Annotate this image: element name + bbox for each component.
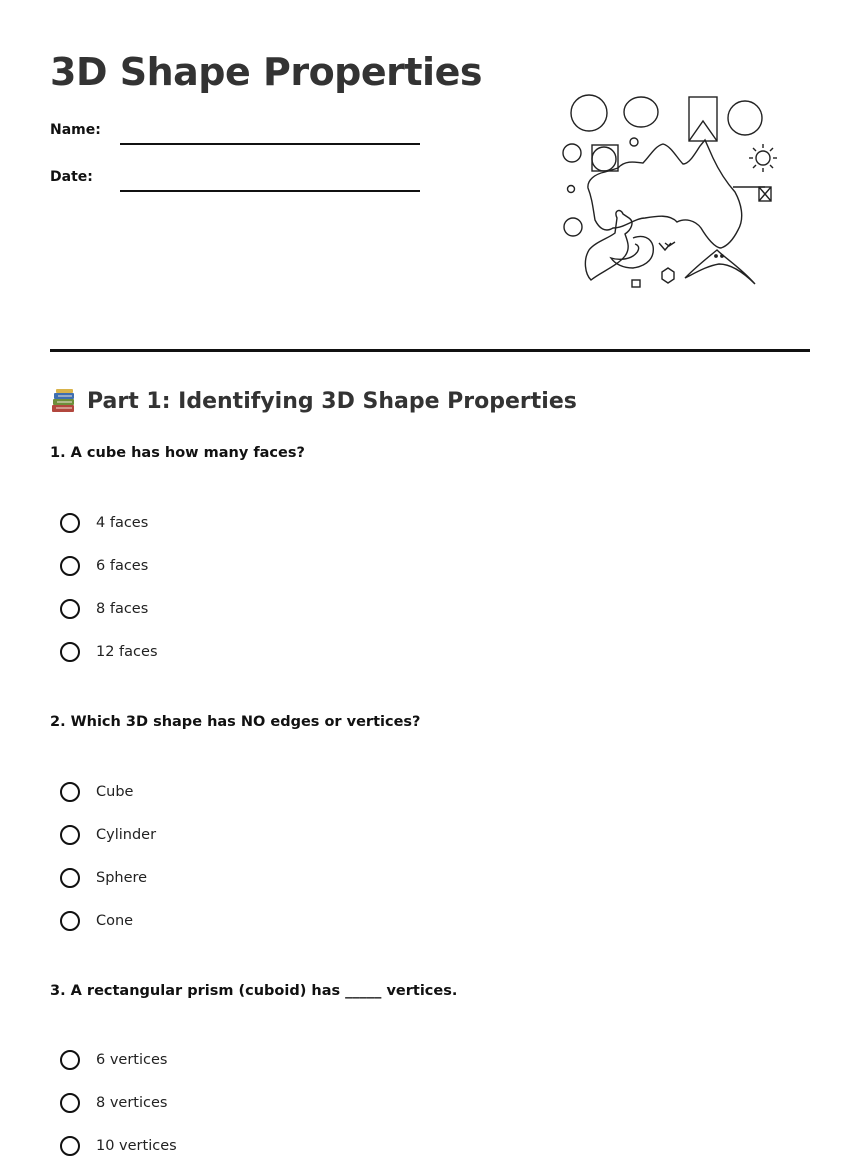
option-label: Cube [96, 784, 134, 800]
question-1: 1. A cube has how many faces? [50, 445, 305, 461]
manta-ray-shape [685, 250, 755, 284]
date-field-line[interactable] [120, 190, 420, 192]
name-field-line[interactable] [120, 143, 420, 145]
option-label: 6 vertices [96, 1052, 168, 1068]
option-label: 8 faces [96, 601, 149, 617]
radio-circle-icon[interactable] [60, 825, 80, 845]
question-3: 3. A rectangular prism (cuboid) has _____ vertices. [50, 983, 458, 999]
date-label: Date: [50, 169, 93, 185]
radio-circle-icon[interactable] [60, 911, 80, 931]
q1-option-4[interactable] [60, 639, 158, 665]
name-label: Name: [50, 122, 101, 138]
kangaroo-shape [585, 211, 632, 280]
radio-circle-icon[interactable] [60, 1050, 80, 1070]
circle-shape [571, 95, 607, 131]
option-label: 6 faces [96, 558, 149, 574]
radio-circle-icon[interactable] [60, 513, 80, 533]
circle-shape-lower [564, 218, 582, 236]
small-circle-shape [630, 138, 638, 146]
q3-option-1[interactable] [60, 1047, 167, 1073]
option-label: 12 faces [96, 644, 158, 660]
q1-option-2[interactable] [60, 553, 148, 579]
option-label: 4 faces [96, 515, 149, 531]
radio-circle-icon[interactable] [60, 556, 80, 576]
books-icon [50, 388, 77, 414]
triangle-shape [689, 121, 717, 141]
australia-map-outline [588, 140, 742, 248]
option-label: 10 vertices [96, 1138, 177, 1154]
radio-circle-icon[interactable] [60, 1093, 80, 1113]
circle-in-square-shape [592, 147, 616, 171]
sun-icon [749, 144, 777, 172]
q2-option-3[interactable] [60, 865, 147, 891]
part1-heading-text: Part 1: Identifying 3D Shape Properties [87, 388, 577, 414]
question-2: 2. Which 3D shape has NO edges or vertices? [50, 714, 421, 730]
hexagon-shape [662, 268, 674, 283]
small-square-shape [632, 280, 640, 287]
radio-circle-icon[interactable] [60, 599, 80, 619]
option-label: Cone [96, 913, 134, 929]
part1-heading [50, 388, 577, 414]
ellipse-shape [624, 97, 658, 127]
radio-circle-icon[interactable] [60, 782, 80, 802]
q3-option-3[interactable] [60, 1133, 177, 1159]
q2-option-4[interactable] [60, 908, 133, 934]
q1-option-1[interactable] [60, 510, 148, 536]
radio-circle-icon[interactable] [60, 642, 80, 662]
radio-circle-icon[interactable] [60, 868, 80, 888]
circle-shape-right [728, 101, 762, 135]
radio-circle-icon[interactable] [60, 1136, 80, 1156]
q1-option-3[interactable] [60, 596, 148, 622]
circle-shape-left [563, 144, 581, 162]
tiny-circle-shape [568, 186, 575, 193]
australia-shapes-illustration [555, 88, 785, 293]
section-divider [50, 349, 810, 352]
option-label: 8 vertices [96, 1095, 168, 1111]
option-label: Cylinder [96, 827, 157, 843]
option-label: Sphere [96, 870, 148, 886]
q2-option-2[interactable] [60, 822, 156, 848]
q3-option-2[interactable] [60, 1090, 167, 1116]
worksheet-title: 3D Shape Properties [50, 50, 482, 94]
q2-option-1[interactable] [60, 779, 133, 805]
